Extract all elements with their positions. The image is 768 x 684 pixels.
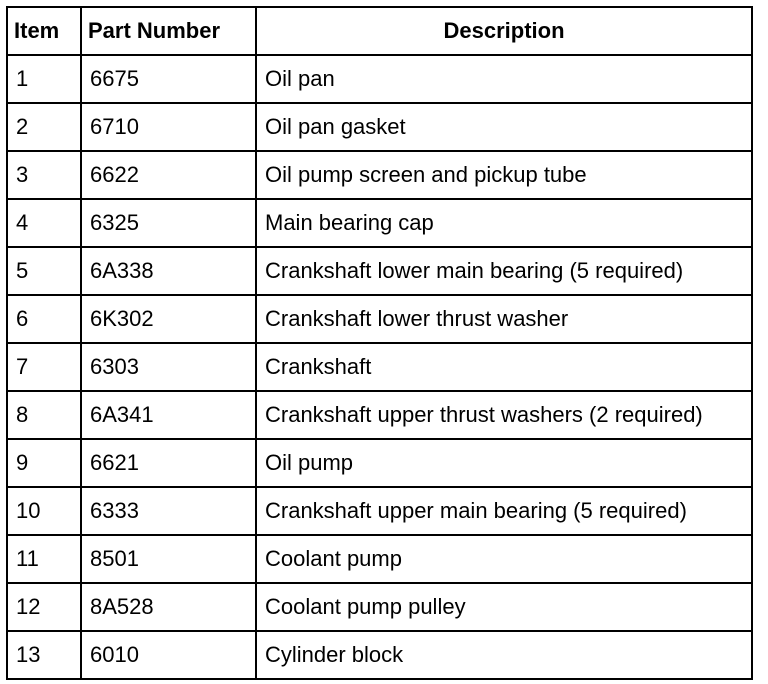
part-number-cell: 6621 — [81, 439, 256, 487]
table-row — [7, 439, 752, 487]
table-header — [7, 7, 752, 55]
part-number-cell: 6010 — [81, 631, 256, 679]
description-cell: Coolant pump — [256, 535, 752, 583]
header-part-number: Part Number — [81, 7, 256, 55]
description-cell: Crankshaft upper main bearing (5 required) — [256, 487, 752, 535]
description-cell: Coolant pump pulley — [256, 583, 752, 631]
description-cell: Oil pump screen and pickup tube — [256, 151, 752, 199]
part-number-cell: 6325 — [81, 199, 256, 247]
part-number-cell: 6303 — [81, 343, 256, 391]
description-cell: Crankshaft upper thrust washers (2 required) — [256, 391, 752, 439]
item-cell: 9 — [7, 439, 81, 487]
table-row — [7, 535, 752, 583]
item-cell: 1 — [7, 55, 81, 103]
item-cell: 13 — [7, 631, 81, 679]
part-number-cell: 6K302 — [81, 295, 256, 343]
table-row — [7, 55, 752, 103]
part-number-cell: 8A528 — [81, 583, 256, 631]
description-cell: Main bearing cap — [256, 199, 752, 247]
table-row — [7, 391, 752, 439]
description-cell: Cylinder block — [256, 631, 752, 679]
part-number-cell: 6A341 — [81, 391, 256, 439]
item-cell: 10 — [7, 487, 81, 535]
header-row — [7, 7, 752, 55]
header-item: Item — [7, 7, 81, 55]
item-cell: 3 — [7, 151, 81, 199]
part-number-cell: 6710 — [81, 103, 256, 151]
header-description: Description — [256, 7, 752, 55]
description-cell: Crankshaft lower main bearing (5 required) — [256, 247, 752, 295]
table-row — [7, 295, 752, 343]
description-cell: Crankshaft — [256, 343, 752, 391]
table-row — [7, 247, 752, 295]
description-cell: Oil pan gasket — [256, 103, 752, 151]
item-cell: 8 — [7, 391, 81, 439]
table-row — [7, 199, 752, 247]
parts-table — [6, 6, 753, 680]
table-row — [7, 487, 752, 535]
description-cell: Crankshaft lower thrust washer — [256, 295, 752, 343]
item-cell: 4 — [7, 199, 81, 247]
part-number-cell: 6622 — [81, 151, 256, 199]
item-cell: 2 — [7, 103, 81, 151]
table-row — [7, 151, 752, 199]
table-body — [7, 55, 752, 679]
table-row — [7, 343, 752, 391]
table-row — [7, 583, 752, 631]
table-row — [7, 631, 752, 679]
description-cell: Oil pan — [256, 55, 752, 103]
item-cell: 11 — [7, 535, 81, 583]
item-cell: 6 — [7, 295, 81, 343]
part-number-cell: 6A338 — [81, 247, 256, 295]
part-number-cell: 6675 — [81, 55, 256, 103]
description-cell: Oil pump — [256, 439, 752, 487]
item-cell: 12 — [7, 583, 81, 631]
item-cell: 5 — [7, 247, 81, 295]
part-number-cell: 8501 — [81, 535, 256, 583]
item-cell: 7 — [7, 343, 81, 391]
part-number-cell: 6333 — [81, 487, 256, 535]
table-row — [7, 103, 752, 151]
